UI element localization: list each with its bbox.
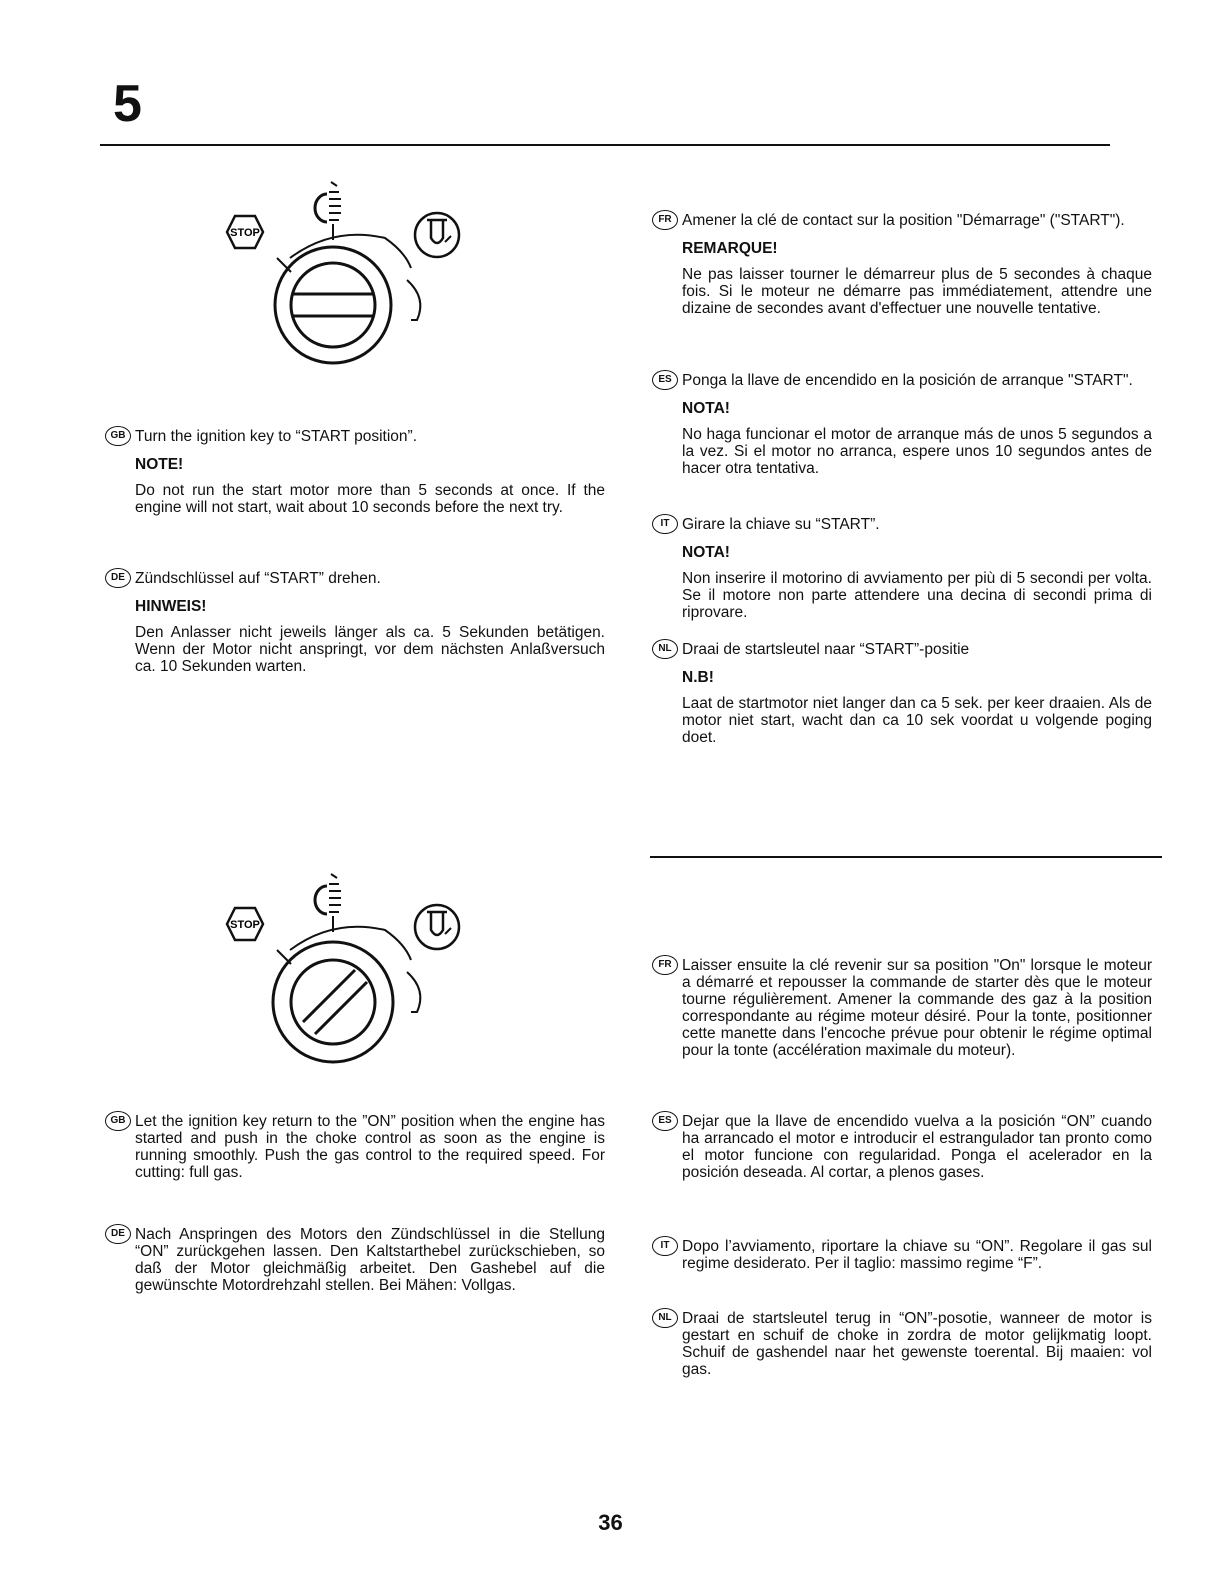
nl-on-text: Draai de startsleutel terug in “ON”-posotie, wanneer de motor is gestart en schuif de choke in zordra de motor gelijkmatig loopt. Schuif de gashendel naar het gewenste toerental. Bij maaien: vol gas. <box>682 1310 1152 1378</box>
de-note-label: HINWEIS! <box>135 598 207 615</box>
start-glow-plug-icon <box>415 905 459 949</box>
lang-badge-nl: NL <box>652 1308 678 1328</box>
chapter-number: 5 <box>113 75 142 133</box>
nl-note-body: Laat de startmotor niet langer dan ca 5 sek. per keer draaien. Als de motor niet start, wacht dan ca 10 sek voordat u volgende poging doet. <box>682 695 1152 746</box>
es-on-text: Dejar que la llave de encendido vuelva a la posición “ON” cuando ha arrancado el motor e introducir el estrangulador tan pronto como el motor funcione con regularidad. Ponga el acelerador en la posición deseada. Al cortar, a plenos gases. <box>682 1113 1152 1181</box>
es-note-label: NOTA! <box>682 400 730 417</box>
lang-badge-it: IT <box>652 514 678 534</box>
es-note-body: No haga funcionar el motor de arranque más de unos 5 segundos a la vez. Si el motor no arranca, espere unos 10 segundos antes de hacer otra tentativa. <box>682 426 1152 477</box>
header-rule <box>100 144 1110 146</box>
top-gb-block <box>105 428 605 516</box>
stop-label: STOP <box>230 227 260 239</box>
choke-icon <box>315 182 341 222</box>
page-number: 36 <box>598 1510 623 1535</box>
gb-note-body: Do not run the start motor more than 5 seconds at once. If the engine will not start, wait about 10 seconds before the next try. <box>135 482 605 516</box>
ignition-start-figure <box>215 180 475 380</box>
fr-note-label: REMARQUE! <box>682 240 778 257</box>
it-note-label: NOTA! <box>682 544 730 561</box>
ignition-switch-start <box>275 247 391 363</box>
de-note-body: Den Anlasser nicht jeweils länger als ca. 5 Sekunden betätigen. Wenn der Motor nicht anspringt, vor dem nächsten Anlaßversuch ca. 10 Sekunden warten. <box>135 624 605 675</box>
lang-badge-gb: GB <box>105 1111 131 1131</box>
bottom-de-block <box>105 1226 605 1294</box>
bottom-fr-block <box>652 957 1152 1059</box>
stop-icon <box>227 908 263 940</box>
nl-instruction: Draai de startsleutel naar “START”-positie <box>682 641 970 658</box>
bottom-gb-block <box>105 1113 605 1181</box>
top-it-block <box>652 516 1152 621</box>
bottom-it-block <box>652 1238 1152 1272</box>
start-glow-plug-icon <box>415 213 459 257</box>
lang-badge-es: ES <box>652 1111 678 1131</box>
fr-note-body: Ne pas laisser tourner le démarreur plus de 5 secondes à chaque fois. Si le moteur ne démarre pas immédiatement, attendre une dizaine de secondes avant d'effectuer une nouvelle tentative. <box>682 266 1152 317</box>
gb-note-label: NOTE! <box>135 456 184 473</box>
lang-badge-nl: NL <box>652 639 678 659</box>
lang-badge-es: ES <box>652 370 678 390</box>
it-note-body: Non inserire il motorino di avviamento per più di 5 secondi per volta. Se il motore non parte attendere una decina di secondi prima di riprovare. <box>682 570 1152 621</box>
stop-icon <box>227 216 263 248</box>
bottom-nl-block <box>652 1310 1152 1378</box>
lang-badge-fr: FR <box>652 210 678 230</box>
es-instruction: Ponga la llave de encendido en la posición de arranque "START". <box>682 372 1133 389</box>
lang-badge-de: DE <box>105 568 131 588</box>
ignition-on-figure <box>215 872 475 1082</box>
top-de-block <box>105 570 605 675</box>
top-fr-block <box>652 212 1152 317</box>
choke-icon <box>315 874 341 914</box>
section-divider <box>650 856 1162 858</box>
top-nl-block <box>652 641 1152 746</box>
bottom-es-block <box>652 1113 1152 1181</box>
de-instruction: Zündschlüssel auf “START” drehen. <box>135 570 381 587</box>
gb-instruction: Turn the ignition key to “START position”. <box>135 428 417 445</box>
stop-label: STOP <box>230 919 260 931</box>
fr-instruction: Amener la clé de contact sur la position "Démarrage" ("START"). <box>682 212 1125 229</box>
it-instruction: Girare la chiave su “START”. <box>682 516 880 533</box>
it-on-text: Dopo l’avviamento, riportare la chiave su “ON”. Regolare il gas sul regime desiderato. Per il taglio: massimo regime “F”. <box>682 1238 1152 1272</box>
de-on-text: Nach Anspringen des Motors den Zündschlüssel in die Stellung “ON” zurückgehen lassen. Den Kaltstarthebel zurückschieben, so daß der Motor gleichmäßig arbeitet. Den Gashebel auf die gewünschte Motordrehzahl stellen. Bei Mähen: Vollgas. <box>135 1226 605 1294</box>
lang-badge-it: IT <box>652 1236 678 1256</box>
lang-badge-gb: GB <box>105 426 131 446</box>
gb-on-text: Let the ignition key return to the ”ON” position when the engine has started and push in the choke control as soon as the engine is running smoothly. Push the gas control to the required speed. For cutting: full gas. <box>135 1113 605 1181</box>
lang-badge-de: DE <box>105 1224 131 1244</box>
nl-note-label: N.B! <box>682 669 714 686</box>
fr-on-text: Laisser ensuite la clé revenir sur sa position "On" lorsque le moteur a démarré et repousser la commande de starter dès que le moteur tourne régulièrement. Amener la commande des gaz à la position correspondante au régime moteur désiré. Pour la tonte, positionner cette manette dans l'encoche prévue pour obtenir le régime optimal pour la tonte (accélération maximale du moteur). <box>682 957 1152 1059</box>
ignition-switch-on <box>273 942 393 1062</box>
top-es-block <box>652 372 1152 477</box>
lang-badge-fr: FR <box>652 955 678 975</box>
